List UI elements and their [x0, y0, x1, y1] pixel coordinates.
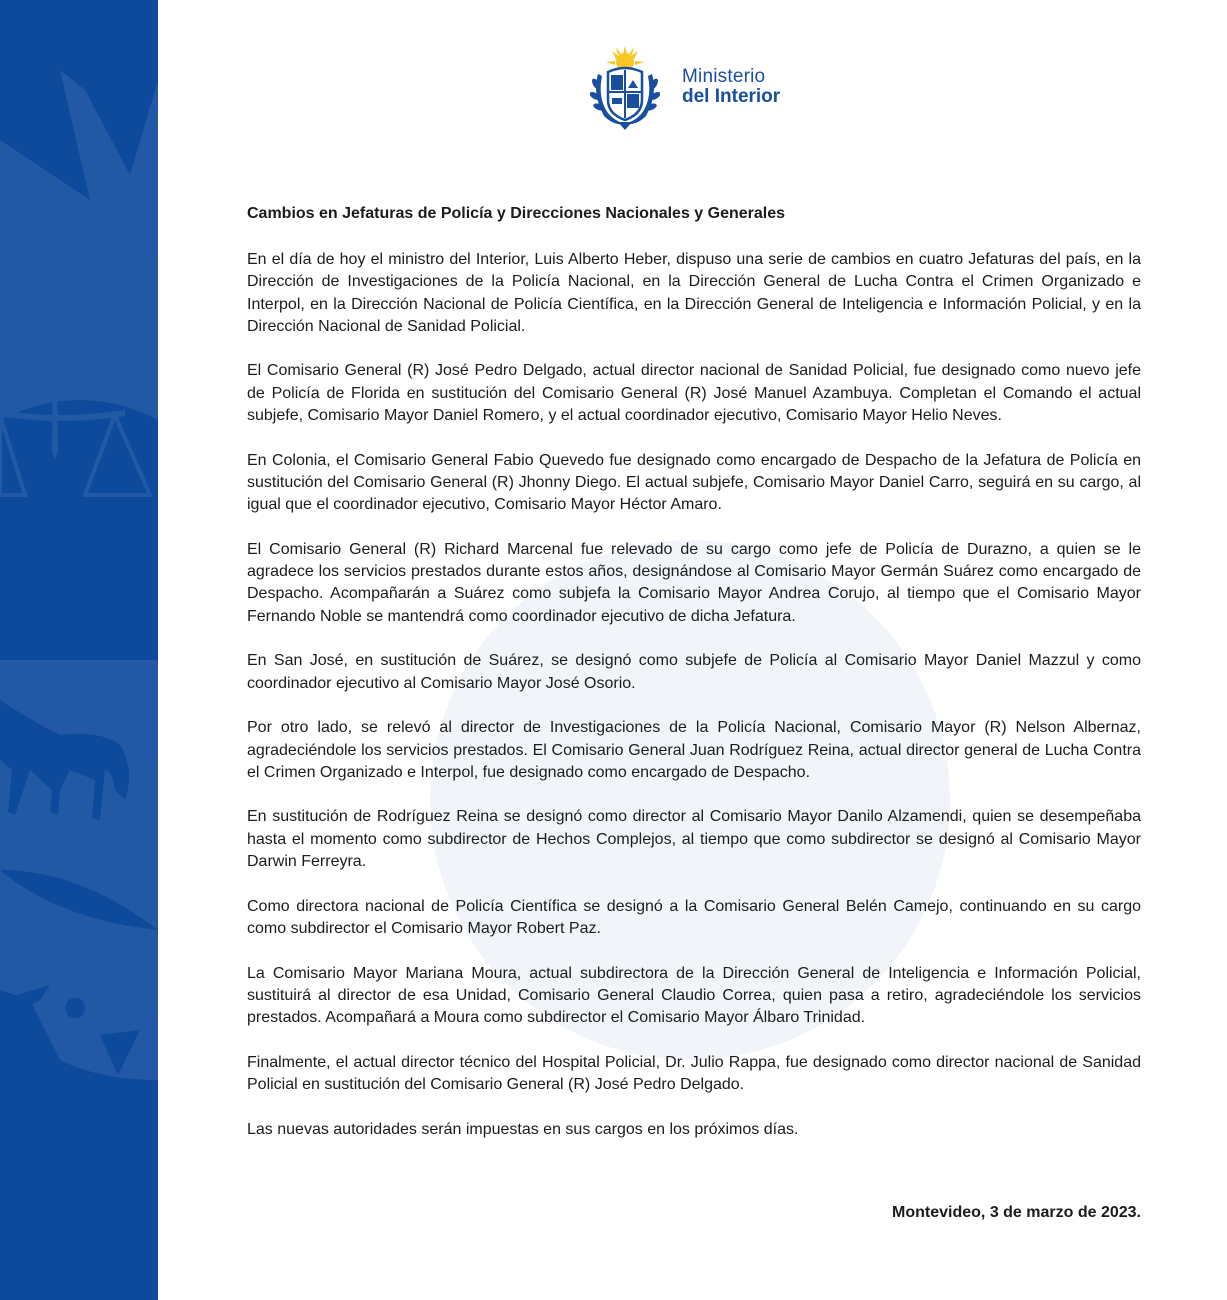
uruguay-coat-of-arms-icon — [590, 44, 660, 130]
paragraph: En sustitución de Rodríguez Reina se designó como director al Comisario Mayor Danilo Alzamendi, quien se desempeñaba hasta el momento como subdirector de Hechos Complejos, al tiempo que como subdirector se designó al Comisario Mayor Darwin Ferreyra. — [247, 808, 1141, 871]
document-title: Cambios en Jefaturas de Policía y Direcciones Nacionales y Generales — [247, 205, 786, 222]
paragraph: El Comisario General (R) Richard Marcenal fue relevado de su cargo como jefe de Policía de Durazno, a quien se le agradece los servicios prestados durante estos años, designándose al Comisario Mayor Germán Suárez como encargado de Despacho. Acompañarán a Suárez como subjefa la Comisario Mayor Andrea Corujo, al tiempo que el Comisario Mayor Fernando Noble se mantendrá como coordinador ejecutivo de dicha Jefatura. — [247, 540, 1141, 625]
coat-of-arms-watermark-icon — [0, 0, 158, 1300]
paragraph: Como directora nacional de Policía Científica se designó a la Comisario General Belén Camejo, continuando en su cargo como subdirector el Comisario Mayor Robert Paz. — [247, 897, 1141, 937]
paragraph: En San José, en sustitución de Suárez, se designó como subjefe de Policía al Comisario Mayor Daniel Mazzul y como coordinador ejecutivo al Comisario Mayor José Osorio. — [247, 652, 1141, 692]
ministry-line1: Ministerio — [682, 66, 766, 88]
paragraph: En Colonia, el Comisario General Fabio Quevedo fue designado como encargado de Despacho de la Jefatura de Policía en sustitución del Comisario General (R) Jhonny Diego. El actual subjefe, Comisario Mayor Daniel Carro, seguirá en su cargo, al igual que el coordinador ejecutivo, Comisario Mayor Héctor Amaro. — [247, 451, 1141, 514]
paragraph: Por otro lado, se relevó al director de Investigaciones de la Policía Nacional, Comisario Mayor (R) Nelson Albernaz, agradeciéndole los servicios prestados. El Comisario General Juan Rodríguez Reina, actual director general de Lucha Contra el Crimen Organizado e Interpol, fue designado como encargado de Despacho. — [247, 719, 1141, 781]
paragraph: La Comisario Mayor Mariana Moura, actual subdirectora de la Dirección General de Inteligencia e Información Policial, sustituirá al director de esa Unidad, Comisario General Claudio Correa, quien pasa a retiro, agradeciéndole los servicios prestados. Acompañará a Moura como subdirector el Comisario Mayor Álbaro Trinidad. — [247, 964, 1141, 1027]
paragraph: El Comisario General (R) José Pedro Delgado, actual director nacional de Sanidad Policial, fue designado como nuevo jefe de Policía de Florida en sustitución del Comisario General (R) José Manuel Azambuya. Completan el Comando el actual subjefe, Comisario Mayor Daniel Romero, y el actual coordinador ejecutivo, Comisario Mayor Helio Neves. — [247, 362, 1141, 425]
ministry-wordmark — [682, 67, 780, 107]
paragraph: Las nuevas autoridades serán impuestas en sus cargos en los próximos días. — [247, 1120, 799, 1138]
date-signoff: Montevideo, 3 de marzo de 2023. — [892, 1204, 1141, 1221]
paragraph: Finalmente, el actual director técnico del Hospital Policial, Dr. Julio Rappa, fue designado como director nacional de Sanidad Policial en sustitución del Comisario General (R) José Pedro Delgado. — [247, 1053, 1141, 1093]
ministry-logo — [590, 44, 780, 130]
press-release-body — [247, 203, 1141, 1163]
decorative-sidebar — [0, 0, 158, 1300]
paragraph: En el día de hoy el ministro del Interior, Luis Alberto Heber, dispuso una serie de cambios en cuatro Jefaturas del país, en la Dirección de Investigaciones de la Policía Nacional, en la Dirección General de Lucha Contra el Crimen Organizado e Interpol, en la Dirección Nacional de Policía Científica, en la Dirección General de Inteligencia e Información Policial, y en la Dirección Nacional de Sanidad Policial. — [247, 251, 1141, 335]
ministry-line2: del Interior — [682, 86, 781, 107]
